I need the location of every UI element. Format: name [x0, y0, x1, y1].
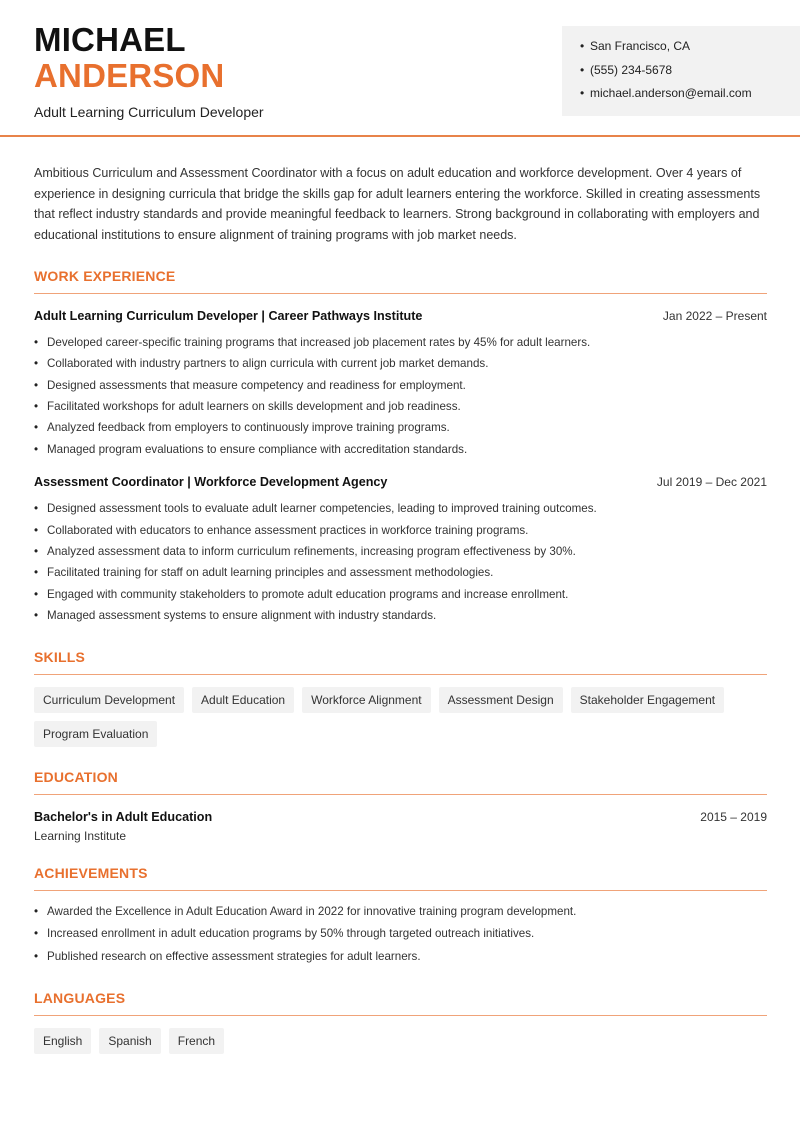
- section-title-languages: LANGUAGES: [34, 990, 767, 1016]
- skill-tag: Stakeholder Engagement: [571, 687, 724, 713]
- skill-tag: Curriculum Development: [34, 687, 184, 713]
- skill-tag: Workforce Alignment: [302, 687, 431, 713]
- job-entry: [34, 309, 767, 460]
- first-name: MICHAEL: [34, 21, 186, 58]
- education-degree: Bachelor's in Adult Education: [34, 809, 213, 824]
- job-bullet: • Managed program evaluations to ensure compliance with accreditation standards.: [34, 439, 767, 460]
- job-bullet: • Collaborated with industry partners to align curricula with current job market demands.: [34, 353, 767, 374]
- contact-email[interactable]: • michael.anderson@email.com: [580, 85, 800, 109]
- summary: Ambitious Curriculum and Assessment Coordinator with a focus on adult education and workforce development. Over 4 years of experience in designing curricula that bridge the skills gap for adult learners entering the workforce. Skilled in creating assessments that reflect industry standards and provide meaningful feedback to learners. Strong background in collaborating with employers and educational institutions to ensure alignment of training programs with job market needs.: [34, 166, 761, 243]
- resume-body: [0, 163, 800, 1062]
- language-tag: English: [34, 1028, 91, 1054]
- job-bullet: • Analyzed assessment data to inform curriculum refinements, increasing program effectiveness by 30%.: [34, 541, 767, 562]
- job-bullet: • Analyzed feedback from employers to continuously improve training programs.: [34, 417, 767, 438]
- job-bullet: • Collaborated with educators to enhance assessment practices in workforce training programs.: [34, 520, 767, 541]
- job-bullet: • Designed assessments that measure competency and readiness for employment.: [34, 375, 767, 396]
- section-title-education: EDUCATION: [34, 769, 767, 795]
- job-bullet: • Facilitated workshops for adult learners on skills development and job readiness.: [34, 396, 767, 417]
- language-tag: Spanish: [99, 1028, 160, 1054]
- job-bullets: [34, 498, 767, 626]
- job-bullets: [34, 332, 767, 460]
- education-dates: 2015 – 2019: [700, 809, 767, 824]
- job-role: Assessment Coordinator | Workforce Development Agency: [34, 475, 388, 490]
- achievement-item: • Awarded the Excellence in Adult Education Award in 2022 for innovative training program development.: [34, 901, 767, 924]
- education-entry: [34, 810, 767, 843]
- achievement-item: • Published research on effective assessment strategies for adult learners.: [34, 946, 767, 969]
- name-block: [34, 22, 264, 120]
- achievement-item: • Increased enrollment in adult education programs by 50% through targeted outreach initiatives.: [34, 923, 767, 946]
- job-bullet: • Developed career-specific training programs that increased job placement rates by 45% for adult learners.: [34, 332, 767, 353]
- skill-tag: Adult Education: [192, 687, 294, 713]
- contact-phone: • (555) 234-5678: [580, 62, 800, 86]
- job-bullet: • Facilitated training for staff on adult learning principles and assessment methodologies.: [34, 562, 767, 583]
- contact-box: [562, 26, 800, 116]
- job-title: Adult Learning Curriculum Developer: [34, 104, 264, 120]
- languages-list: [34, 1028, 767, 1062]
- job-bullet: • Managed assessment systems to ensure alignment with industry standards.: [34, 605, 767, 626]
- education-school: Learning Institute: [34, 828, 127, 843]
- section-title-skills: SKILLS: [34, 649, 767, 675]
- section-title-achievements: ACHIEVEMENTS: [34, 865, 767, 891]
- resume-header: [0, 0, 800, 137]
- job-dates: Jul 2019 – Dec 2021: [656, 475, 767, 490]
- section-title-work: WORK EXPERIENCE: [34, 268, 767, 294]
- job-bullet: • Engaged with community stakeholders to promote adult education programs and increase enrollment.: [34, 584, 767, 605]
- job-entry: [34, 475, 767, 626]
- achievements-list: [34, 901, 767, 969]
- job-dates: Jan 2022 – Present: [662, 308, 767, 323]
- job-bullet: • Designed assessment tools to evaluate adult learner competencies, leading to improved training outcomes.: [34, 498, 767, 519]
- skill-tag: Program Evaluation: [34, 721, 157, 747]
- skill-tag: Assessment Design: [439, 687, 563, 713]
- contact-location: • San Francisco, CA: [580, 38, 800, 62]
- job-role: Adult Learning Curriculum Developer | Career Pathways Institute: [34, 308, 423, 323]
- skills-list: [34, 687, 767, 755]
- language-tag: French: [169, 1028, 224, 1054]
- last-name: ANDERSON: [34, 57, 225, 94]
